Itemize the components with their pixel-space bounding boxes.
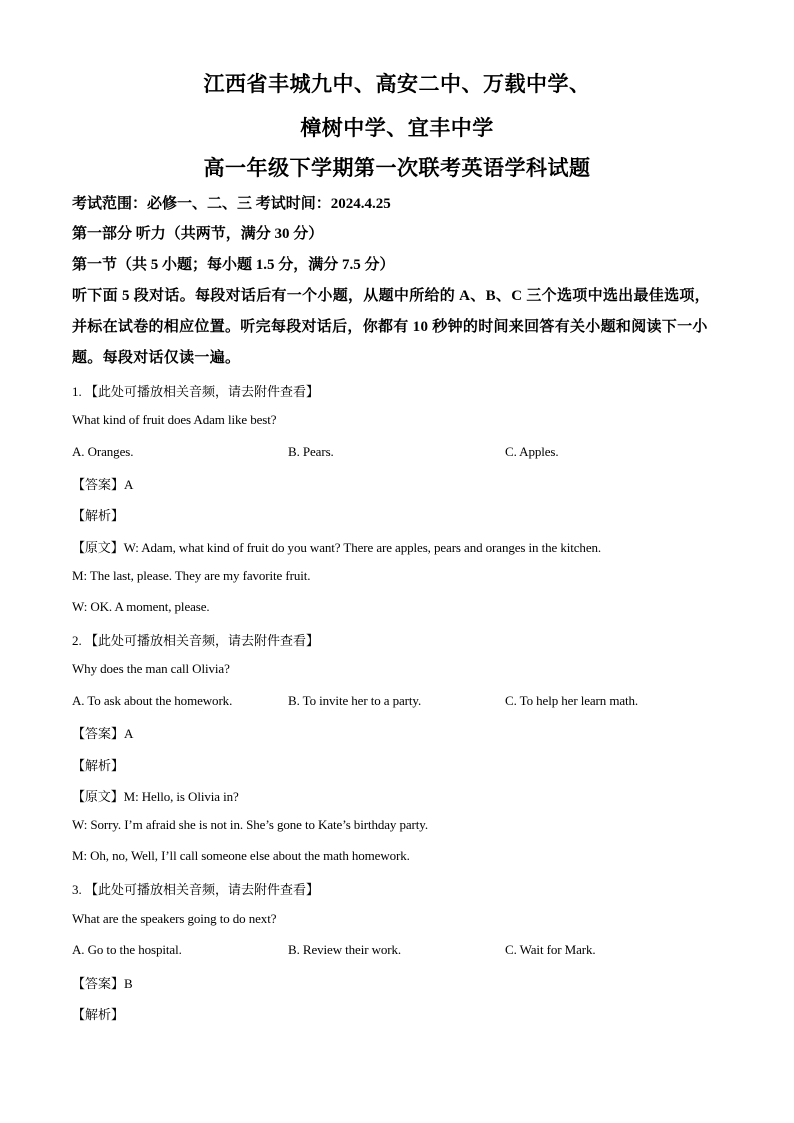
question-2-prompt: Why does the man call Olivia? [72,661,230,676]
instructions: 听下面 5 段对话。每段对话后有一个小题，从题中所给的 A、B、C 三个选项中选出最佳选项，并标在试卷的相应位置。听完每段对话后，你都有 10 秒钟的时间来回答有关小题和阅读下一小题。每段对话仅读一遍。 [72,288,710,366]
title-line-2: 樟树中学、宜丰中学 [300,116,494,140]
question-1-option-c: C. Apples. [505,444,559,459]
question-3-analysis: 【解析】 [72,1007,125,1022]
transcript-line: M: Hello, is Olivia in? [123,789,239,804]
transcript-label: 【原文】 [72,540,124,555]
question-1-answer [72,474,133,493]
answer-value: A [124,477,134,492]
question-3-prompt: What are the speakers going to do next? [72,911,277,926]
question-number: 1. [72,384,82,399]
audio-note[interactable]: 【此处可播放相关音频，请去附件查看】 [85,633,320,648]
question-3-header [72,879,319,898]
answer-value: B [124,976,133,991]
question-1-prompt: What kind of fruit does Adam like best? [72,412,277,427]
question-2-transcript-3: M: Oh, no, Well, I’ll call someone else about the math homework. [72,848,410,863]
question-3-option-c: C. Wait for Mark. [505,942,596,957]
question-number: 2. [72,633,82,648]
title-line-1: 江西省丰城九中、高安二中、万载中学、 [203,72,591,96]
audio-note[interactable]: 【此处可播放相关音频，请去附件查看】 [85,384,320,399]
answer-label: 【答案】 [72,477,125,492]
question-2-option-c: C. To help her learn math. [505,693,639,708]
question-2-analysis: 【解析】 [72,758,125,773]
part-heading: 第一部分 听力（共两节，满分 30 分） [72,226,324,242]
question-3-option-b: B. Review their work. [288,942,402,957]
question-1-transcript-1 [72,537,601,556]
transcript-line: W: Adam, what kind of fruit do you want? There are apples, pears and oranges in the kitchen. [123,540,602,555]
answer-label: 【答案】 [72,976,125,991]
question-1-option-a: A. Oranges. [72,444,134,459]
question-2-answer [72,723,133,742]
question-1-transcript-3: W: OK. A moment, please. [72,599,210,614]
title-line-3: 高一年级下学期第一次联考英语学科试题 [203,156,591,180]
answer-label: 【答案】 [72,726,125,741]
transcript-label: 【原文】 [72,789,124,804]
question-3-option-a: A. Go to the hospital. [72,942,182,957]
question-3-answer [72,973,133,992]
exam-scope: 考试范围：必修一、二、三 考试时间：2024.4.25 [72,196,391,212]
question-2-transcript-1 [72,786,239,805]
question-1-option-b: B. Pears. [288,444,334,459]
question-1-header [72,381,319,400]
question-1-transcript-2: M: The last, please. They are my favorite fruit. [72,568,311,583]
question-1-analysis: 【解析】 [72,508,125,523]
question-2-option-a: A. To ask about the homework. [72,693,233,708]
question-number: 3. [72,882,82,897]
audio-note[interactable]: 【此处可播放相关音频，请去附件查看】 [85,882,320,897]
section-heading: 第一节（共 5 小题；每小题 1.5 分，满分 7.5 分） [72,257,395,273]
question-2-header [72,630,319,649]
question-2-transcript-2: W: Sorry. I’m afraid she is not in. She’s gone to Kate’s birthday party. [72,817,429,832]
answer-value: A [124,726,134,741]
question-2-option-b: B. To invite her to a party. [288,693,422,708]
